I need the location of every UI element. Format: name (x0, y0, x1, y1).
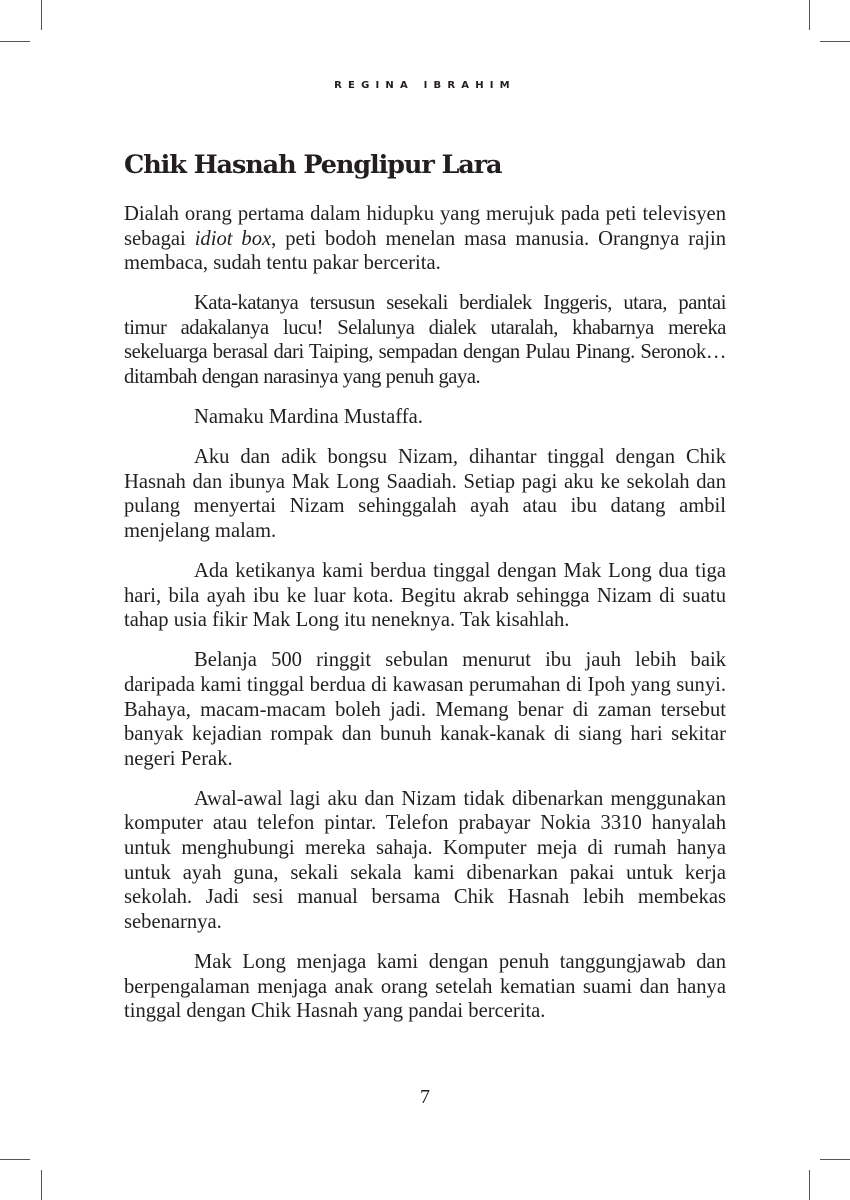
crop-mark-top-left-horizontal (0, 41, 30, 42)
paragraph: Mak Long menjaga kami dengan penuh tanggungjawab dan berpengalaman menjaga anak orang setelah kematian suami dan hanya tinggal dengan Chik Hasnah yang pandai bercerita. (124, 950, 726, 1023)
paragraph: Belanja 500 ringgit sebulan menurut ibu jauh lebih baik daripada kami tinggal berdua di kawasan perumahan di Ipoh yang sunyi. Bahaya, macam-macam boleh jadi. Memang benar di zaman tersebut banyak kejadian rompak dan bunuh kanak-kanak di siang hari sekitar negeri Perak. (124, 649, 726, 770)
paragraph: Kata-katanya tersusun sesekali berdialek Inggeris, utara, pantai timur adakalanya lucu! Selalunya dialek utaralah, khabarnya mereka sekeluarga berasal dari Taiping, sempadan dengan Pulau Pinang. Seronok… ditambah dengan narasinya yang penuh gaya. (124, 292, 726, 389)
running-head-author: REGINA IBRAHIM (334, 80, 516, 91)
paragraph (124, 202, 726, 276)
paragraph-text: , peti bodoh menelan masa manusia. Orangnya rajin membaca, sudah tentu pakar bercerita. (124, 227, 726, 275)
italic-phrase: idiot box (194, 227, 272, 250)
crop-mark-bottom-left-vertical (41, 1170, 42, 1200)
paragraph: Namaku Mardina Mustaffa. (194, 406, 423, 429)
crop-mark-bottom-right-vertical (809, 1170, 810, 1200)
paragraph: Awal-awal lagi aku dan Nizam tidak dibenarkan menggunakan komputer atau telefon pintar. Telefon prabayar Nokia 3310 hanyalah untuk menghubungi mereka sahaja. Komputer meja di rumah hanya untuk ayah guna, sekali sekala kami dibenarkan pakai untuk kerja sekolah. Jadi sesi manual bersama Chik Hasnah lebih membekas sebenarnya. (124, 787, 726, 933)
crop-mark-top-right-vertical (809, 0, 810, 30)
page-number: 7 (420, 1086, 430, 1108)
paragraph: Aku dan adik bongsu Nizam, dihantar tinggal dengan Chik Hasnah dan ibunya Mak Long Saadiah. Setiap pagi aku ke sekolah dan pulang menyertai Nizam sehinggalah ayah atau ibu datang ambil menjelang malam. (124, 446, 726, 543)
crop-mark-top-right-horizontal (820, 41, 850, 42)
crop-mark-bottom-right-horizontal (820, 1159, 850, 1160)
paragraph: Ada ketikanya kami berdua tinggal dengan Mak Long dua tiga hari, bila ayah ibu ke luar kota. Begitu akrab sehingga Nizam di suatu tahap usia fikir Mak Long itu neneknya. Tak kisahlah. (124, 560, 726, 632)
page-body (124, 148, 726, 1039)
chapter-title: Chik Hasnah Penglipur Lara (124, 150, 502, 180)
crop-mark-top-left-vertical (41, 0, 42, 30)
paragraph-text: Dialah orang pertama dalam hidupku yang merujuk pada peti televisyen sebagai (124, 203, 726, 250)
crop-mark-bottom-left-horizontal (0, 1159, 30, 1160)
